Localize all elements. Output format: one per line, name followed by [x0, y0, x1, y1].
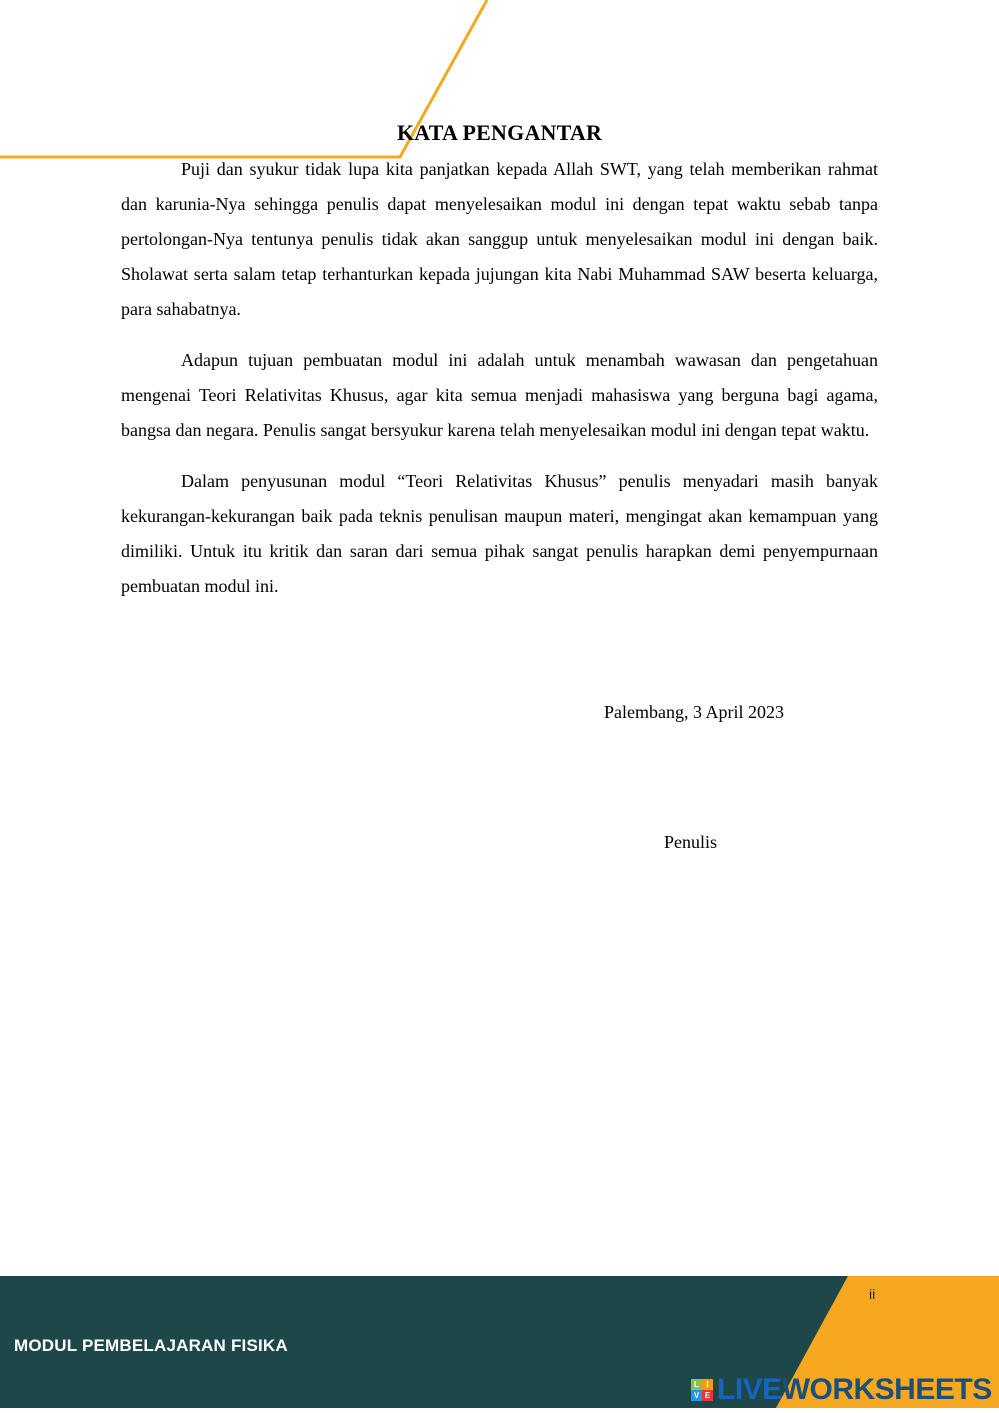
- brand-worksheets-text: WORKSHEETS: [781, 1373, 992, 1406]
- page-number: ii: [869, 1286, 876, 1302]
- page-title: KATA PENGANTAR: [396, 120, 603, 145]
- paragraph-3: Dalam penyusunan modul “Teori Relativitas Khusus” penulis menyadari masih banyak kekurangan-kekurangan baik pada teknis penulisan maupun materi, mengingat akan kemampuan yang dimiliki. Untuk itu kritik dan saran dari semua pihak sangat penulis harapkan demi penyempurnaan pembuatan modul ini.: [121, 471, 878, 596]
- module-label: MODUL PEMBELAJARAN FISIKA: [14, 1336, 288, 1355]
- brand-wordmark: [717, 1374, 992, 1406]
- logo-letter-l: L: [691, 1379, 702, 1390]
- signer-name: Penulis: [664, 832, 718, 852]
- paragraph-2: Adapun tujuan pembuatan modul ini adalah untuk menambah wawasan dan pengetahuan mengenai Teori Relativitas Khusus, agar kita semua menjadi mahasiswa yang berguna bagi agama, bangsa dan negara. Penulis sangat bersyukur karena telah menyelesaikan modul ini dengan tepat waktu.: [121, 350, 878, 440]
- liveworksheets-logo-icon: [691, 1379, 713, 1401]
- liveworksheets-brand[interactable]: [691, 1374, 992, 1406]
- body-text: [121, 152, 878, 620]
- brand-live-text: LIVE: [717, 1373, 782, 1406]
- logo-letter-v: V: [691, 1390, 702, 1401]
- footer-banner: [0, 1276, 999, 1413]
- logo-letter-e: E: [702, 1390, 713, 1401]
- place-date: Palembang, 3 April 2023: [604, 702, 784, 722]
- footer-white-strip: [0, 1408, 999, 1413]
- paragraph-1: Puji dan syukur tidak lupa kita panjatkan kepada Allah SWT, yang telah memberikan rahmat dan karunia-Nya sehingga penulis dapat menyelesaikan modul ini dengan tepat waktu sebab tanpa pertolongan-Nya tentunya penulis tidak akan sanggup untuk menyelesaikan modul ini dengan baik. Sholawat serta salam tetap terhanturkan kepada jujungan kita Nabi Muhammad SAW beserta keluarga, para sahabatnya.: [121, 159, 878, 319]
- logo-letter-i: I: [702, 1379, 713, 1390]
